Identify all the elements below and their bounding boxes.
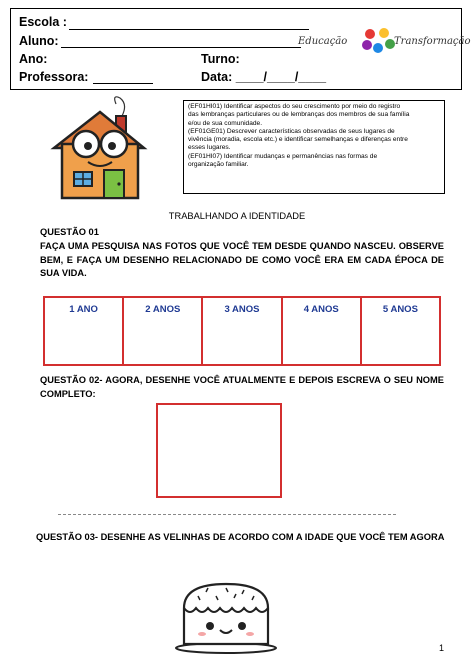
logo-text-right: Transformação xyxy=(394,36,471,47)
ano-label: Ano: xyxy=(19,52,48,66)
logo-text-left: Educação xyxy=(298,36,348,47)
hands-circle-icon xyxy=(360,26,396,54)
age-cell-4[interactable] xyxy=(283,298,362,364)
house-cartoon-icon xyxy=(40,96,160,204)
data-label: Data: ____/____/____ xyxy=(201,70,327,84)
objective-line: das lembranças particulares ou de lembranças dos membros de sua família xyxy=(188,111,410,119)
age-cell-3[interactable] xyxy=(203,298,282,364)
name-writing-line[interactable] xyxy=(58,514,396,515)
page-title: TRABALHANDO A IDENTIDADE xyxy=(168,211,306,221)
q2-text: QUESTÃO 02- AGORA, DESENHE VOCÊ ATUALMENTE E DEPOIS ESCREVA O SEU NOME COMPLETO: xyxy=(40,375,444,399)
professora-field[interactable] xyxy=(93,83,153,84)
aluno-field[interactable] xyxy=(61,47,301,48)
q1-text: FAÇA UMA PESQUISA NAS FOTOS QUE VOCÊ TEM DESDE QUANDO NASCEU. OBSERVE BEM, E FAÇA UM DESENHO RELACIONADO DE COMO VOCÊ ERA EM CADA ÉPOCA DE SUA VIDA. xyxy=(40,241,444,278)
age-label: 3 ANOS xyxy=(224,304,260,315)
age-label: 1 ANO xyxy=(69,304,98,315)
age-drawing-table xyxy=(43,296,441,366)
page-number: 1 xyxy=(438,643,444,653)
turno-label: Turno: xyxy=(201,52,240,66)
objective-line: esses lugares. xyxy=(188,144,231,152)
age-cell-5[interactable] xyxy=(362,298,439,364)
age-label: 2 ANOS xyxy=(145,304,181,315)
objective-line: (EF01HI01) Identificar aspectos do seu crescimento por meio do registro xyxy=(188,103,401,110)
objective-line: organização familiar. xyxy=(188,161,249,169)
objective-line: (EF01GE01) Descrever características observadas de seus lugares de xyxy=(188,127,395,135)
age-cell-2[interactable] xyxy=(124,298,203,364)
escola-label: Escola : xyxy=(19,15,67,29)
professora-label: Professora: xyxy=(19,70,89,84)
q3-text: QUESTÃO 03- DESENHE AS VELINHAS DE ACORDO COM A IDADE QUE VOCÊ TEM AGORA xyxy=(36,532,445,542)
age-label: 4 ANOS xyxy=(303,304,339,315)
birthday-cake-icon xyxy=(170,572,282,654)
q1-heading: QUESTÃO 01 xyxy=(40,227,99,237)
escola-field[interactable] xyxy=(69,29,309,30)
age-label: 5 ANOS xyxy=(382,304,418,315)
objectives-box xyxy=(183,100,445,194)
objective-line: e/ou de sua comunidade. xyxy=(188,119,263,127)
aluno-label: Aluno: xyxy=(19,34,59,48)
age-cell-1[interactable] xyxy=(45,298,124,364)
objective-line: vivência (moradia, escola etc.) e identificar semelhanças e diferenças entre xyxy=(188,136,408,144)
educacao-transformacao-logo xyxy=(296,24,471,54)
objective-line: (EF01HI07) Identificar mudanças e permanências nas formas de xyxy=(188,152,378,160)
self-drawing-box[interactable] xyxy=(156,403,282,498)
